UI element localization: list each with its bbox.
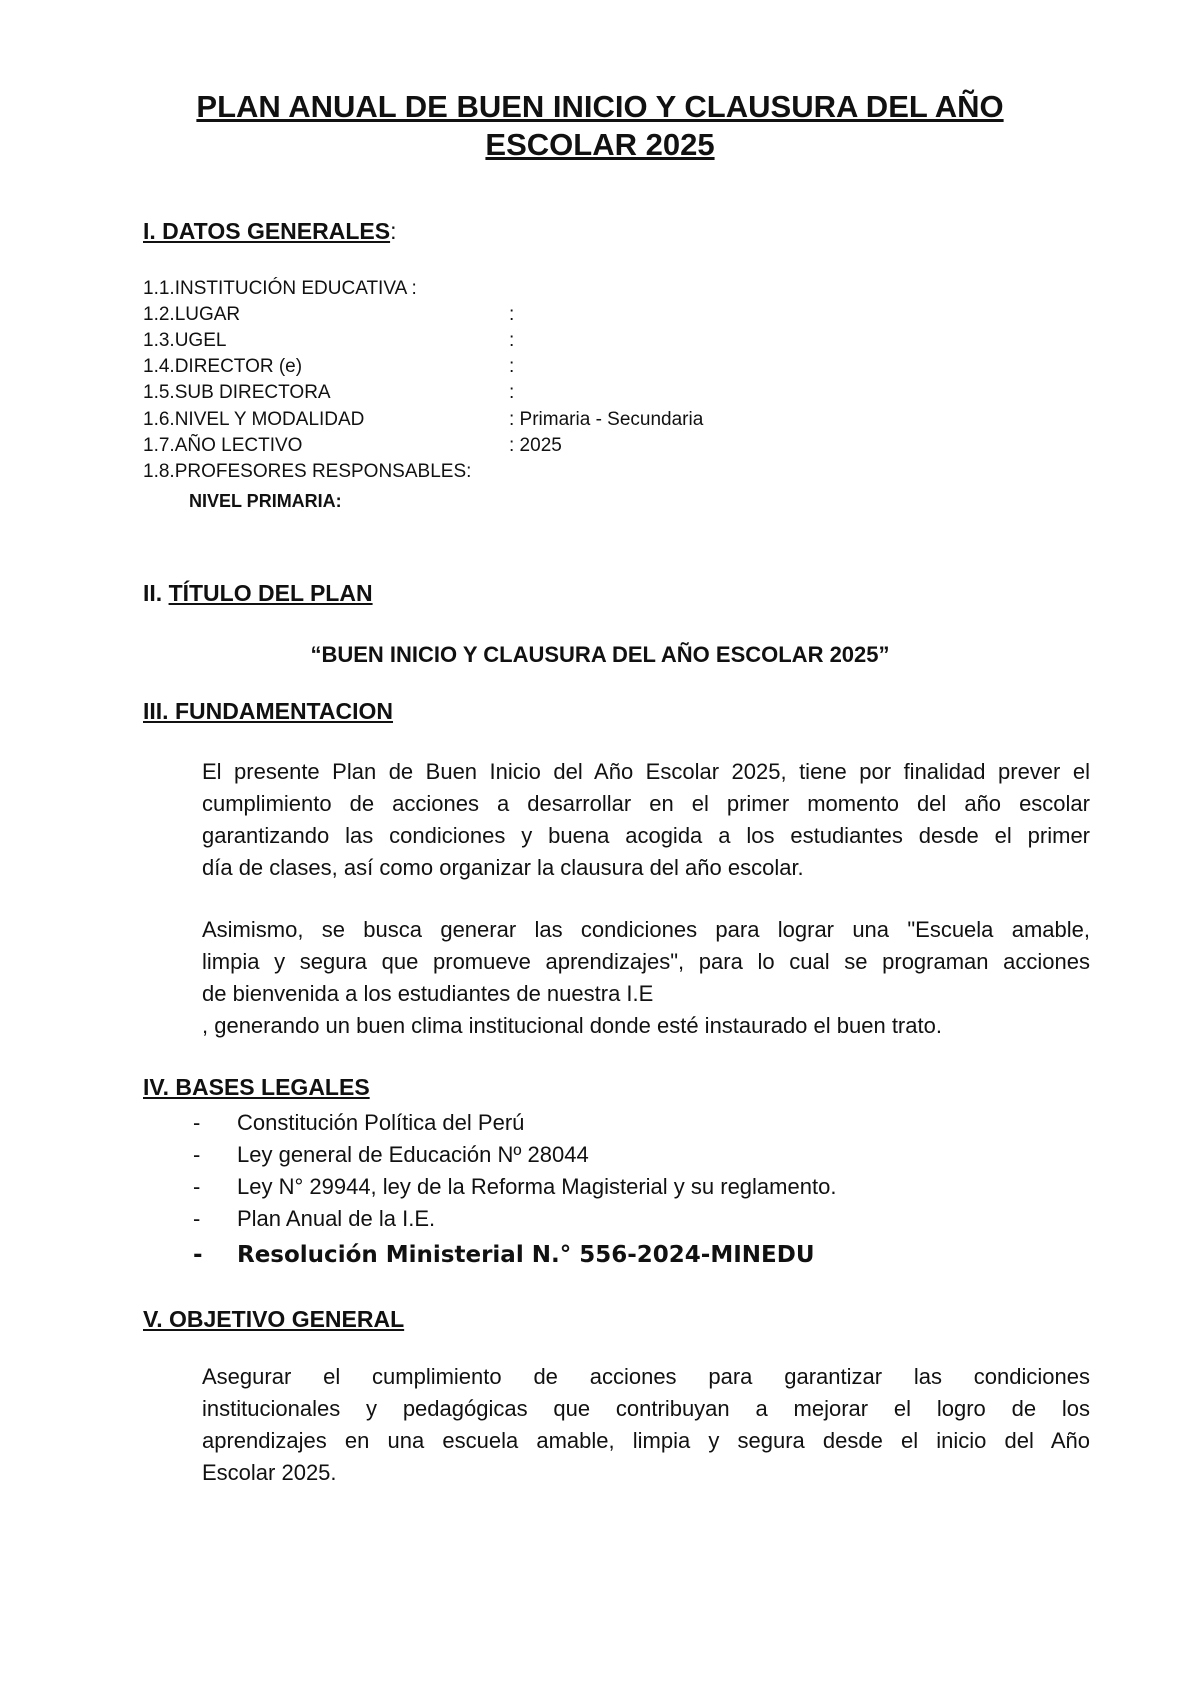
section-4-heading: IV. BASES LEGALES — [143, 1074, 370, 1100]
section-3-heading: III. FUNDAMENTACION — [143, 698, 394, 724]
legal-bases-list — [193, 1107, 836, 1275]
list-item: - Resolución Ministerial N.° 556-2024-MINEDU — [193, 1235, 836, 1275]
section-1-heading — [143, 218, 396, 245]
paragraph-line: Asegurar el cumplimiento de acciones para garantizar las condiciones — [202, 1364, 1090, 1389]
general-data-label: 1.8.PROFESORES RESPONSABLES: — [143, 461, 472, 482]
paragraph-line: de bienvenida a los estudiantes de nuestra I.E — [202, 981, 654, 1006]
fundamentacion-paragraph-2 — [202, 914, 1090, 1042]
section-1-heading-text: I. DATOS GENERALES — [143, 218, 391, 244]
paragraph-line: institucionales y pedagógicas que contribuyan a mejorar el logro de los — [202, 1396, 1090, 1421]
paragraph-line: Asimismo, se busca generar las condiciones para lograr una "Escuela amable, — [202, 917, 1090, 942]
list-item: - Ley N° 29944, ley de la Reforma Magisterial y su reglamento. — [193, 1171, 836, 1203]
paragraph-line: limpia y segura que promueve aprendizajes", para lo cual se programan acciones — [202, 949, 1090, 974]
general-data-row — [143, 459, 509, 485]
section-2-heading-number: II. — [143, 580, 169, 606]
general-data-value: : — [509, 356, 515, 377]
paragraph-line: , generando un buen clima institucional donde esté instaurado el buen trato. — [202, 1013, 942, 1038]
fundamentacion-paragraph-1 — [202, 756, 1090, 884]
list-item: - Ley general de Educación Nº 28044 — [193, 1139, 836, 1171]
general-data-row — [143, 407, 703, 433]
general-data-row — [143, 302, 514, 328]
plan-title: “BUEN INICIO Y CLAUSURA DEL AÑO ESCOLAR 2025” — [310, 642, 890, 667]
general-data-value: : — [509, 304, 515, 325]
document-title-line-2: ESCOLAR 2025 — [485, 127, 715, 162]
general-data-row — [143, 328, 514, 354]
paragraph-line: aprendizajes en una escuela amable, limpia y segura desde el inicio del Año — [202, 1428, 1090, 1453]
section-1-heading-suffix: : — [390, 218, 397, 244]
general-data-label: 1.3.UGEL — [143, 330, 227, 351]
general-data-label: 1.5.SUB DIRECTORA — [143, 382, 331, 403]
paragraph-line: garantizando las condiciones y buena acogida a los estudiantes desde el primer — [202, 823, 1090, 848]
general-data-label: 1.7.AÑO LECTIVO — [143, 435, 303, 456]
paragraph-line: cumplimiento de acciones a desarrollar en el primer momento del año escolar — [202, 791, 1090, 816]
paragraph-line: El presente Plan de Buen Inicio del Año Escolar 2025, tiene por finalidad prever el — [202, 759, 1090, 784]
general-data-label: 1.2.LUGAR — [143, 304, 241, 325]
section-2-heading — [143, 580, 373, 607]
general-data-row — [143, 433, 562, 459]
general-data-value: : 2025 — [509, 435, 562, 456]
general-data-label: 1.1.INSTITUCIÓN EDUCATIVA : — [143, 278, 417, 299]
general-data-value: : Primaria - Secundaria — [509, 409, 704, 430]
nivel-primaria-subheading: NIVEL PRIMARIA: — [189, 491, 342, 511]
objetivo-general-paragraph — [202, 1361, 1090, 1489]
paragraph-line: día de clases, así como organizar la clausura del año escolar. — [202, 855, 804, 880]
general-data-label: 1.4.DIRECTOR (e) — [143, 356, 303, 377]
general-data-row — [143, 276, 509, 302]
list-item: - Constitución Política del Perú — [193, 1107, 836, 1139]
general-data-row — [143, 380, 514, 406]
general-data-label: 1.6.NIVEL Y MODALIDAD — [143, 409, 365, 430]
paragraph-line: Escolar 2025. — [202, 1460, 337, 1485]
list-item: - Plan Anual de la I.E. — [193, 1203, 836, 1235]
section-5-heading: V. OBJETIVO GENERAL — [143, 1306, 405, 1332]
general-data-row — [143, 354, 514, 380]
section-2-heading-text: TÍTULO DEL PLAN — [168, 580, 373, 606]
general-data-value: : — [509, 330, 515, 351]
document-title-line-1: PLAN ANUAL DE BUEN INICIO Y CLAUSURA DEL AÑO — [196, 89, 1004, 124]
general-data-value: : — [509, 382, 515, 403]
